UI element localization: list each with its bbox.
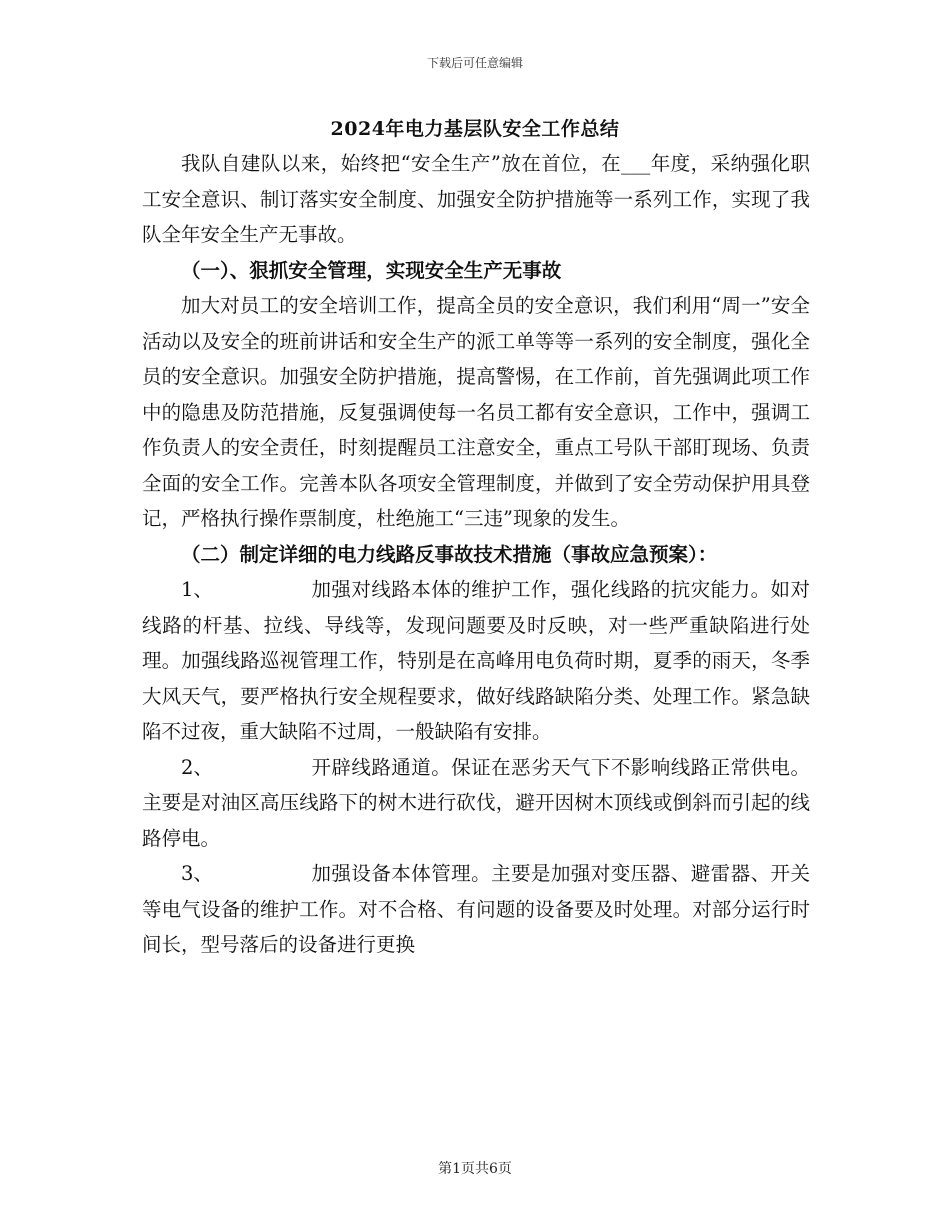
list-item-label: 1、 <box>181 578 213 601</box>
section-1-body: 加大对员工的安全培训工作，提高全员的安全意识，我们利用“周一”安全活动以及安全的班前讲话和安全生产的派工单等等一系列的安全制度，强化全员的安全意识。加强安全防护措施，提高警惕，在工作前，首先强调此项工作中的隐患及防范措施，反复强调使每一名员工都有安全意识，工作中，强调工作负责人的安全责任，时刻提醒员工注意安全，重点工号队干部盯现场、负责全面的安全工作。完善本队各项安全管理制度，并做到了安全劳动保护用具登记，严格执行操作票制度，杜绝施工“三违”现象的发生。 <box>142 294 810 530</box>
list-item-label: 2、 <box>181 755 213 779</box>
list-item-1 <box>142 572 810 750</box>
intro-paragraph: 我队自建队以来，始终把“安全生产”放在首位，在___年度，采纳强化职工安全意识、制订落实安全制度、加强安全防护措施等一系列工作，实现了我队全年安全生产无事故。 <box>142 152 810 246</box>
list-item-text: 开辟线路通道。保证在恶劣天气下不影响线路正常供电。主要是对油区高压线路下的树木进行砍伐，避开因树木顶线或倒斜而引起的线路停电。 <box>142 755 810 850</box>
document-body <box>142 146 810 963</box>
section-2-heading: （二）制定详细的电力线路反事故技术措施（事故应急预案）： <box>181 542 718 566</box>
section-1-heading: （一）、狠抓安全管理，实现安全生产无事故 <box>181 258 562 282</box>
list-item-3 <box>142 856 810 963</box>
list-item-text: 加强设备本体管理。主要是加强对变压器、避雷器、开关等电气设备的维护工作。对不合格、有问题的设备要及时处理。对部分运行时间长，型号落后的设备进行更换 <box>142 862 810 956</box>
header-note: 下载后可任意编辑 <box>426 56 523 70</box>
page-footer: 第1页共6页 <box>438 1161 512 1177</box>
list-item-label: 3、 <box>181 862 213 885</box>
document-title: 2024年电力基层队安全工作总结 <box>330 118 620 140</box>
list-item-2 <box>142 750 810 857</box>
list-item-text: 加强对线路本体的维护工作，强化线路的抗灾能力。如对线路的杆基、拉线、导线等，发现问题要及时反映，对一些严重缺陷进行处理。加强线路巡视管理工作，特别是在高峰用电负荷时期，夏季的雨天，冬季大风天气，要严格执行安全规程要求，做好线路缺陷分类、处理工作。紧急缺陷不过夜，重大缺陷不过周，一般缺陷有安排。 <box>142 578 810 743</box>
